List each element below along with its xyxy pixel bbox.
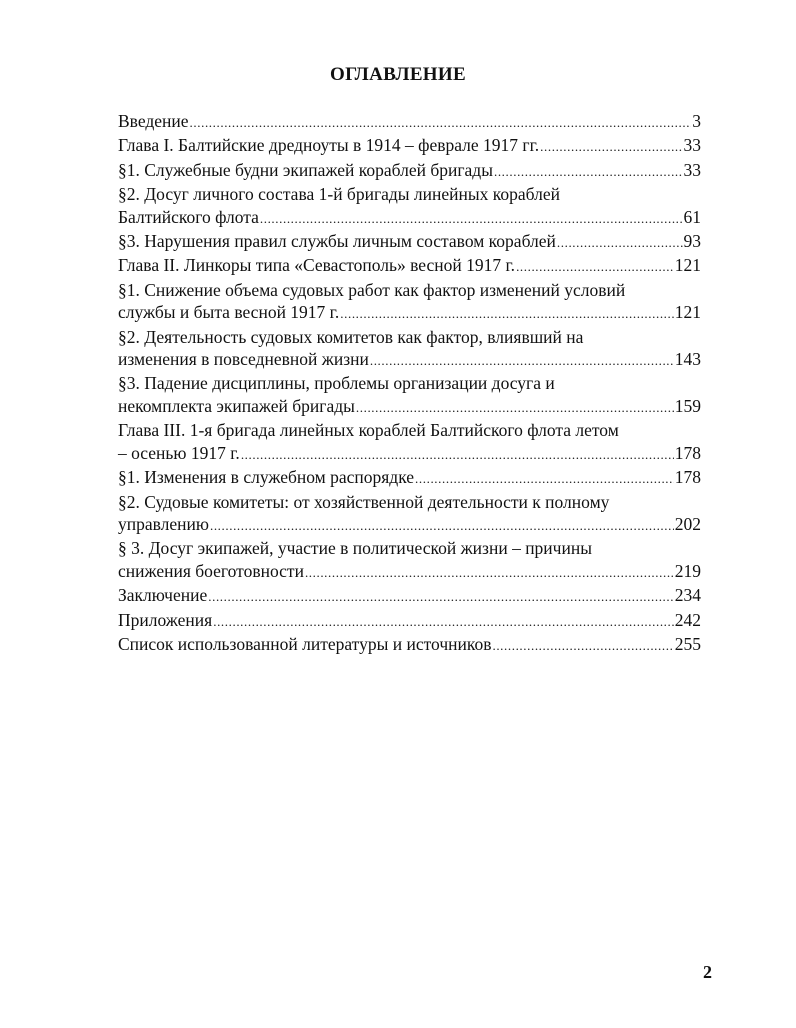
toc-page-number: 178: [674, 467, 701, 488]
dot-leader: [210, 515, 674, 537]
toc-entry-text: §2. Досуг личного состава 1-й бригады линейных кораблей: [118, 184, 560, 205]
toc-page-number: 93: [683, 231, 701, 252]
toc-entry-row: [118, 206, 701, 230]
toc-entry-row: [118, 633, 701, 657]
toc-entry-text: Глава III. 1-я бригада линейных кораблей Балтийского флота летом: [118, 420, 619, 441]
toc-entry-text: §1. Снижение объема судовых работ как фактор изменений условий: [118, 279, 626, 300]
toc-entry-row: [118, 254, 701, 278]
toc-page-number: 255: [674, 633, 701, 654]
toc-entry-text: Глава I. Балтийские дредноуты в 1914 – феврале 1917 гг.: [118, 135, 540, 156]
toc-entry[interactable]: [118, 159, 701, 183]
toc-entry[interactable]: [118, 254, 701, 278]
dot-leader: [492, 635, 673, 657]
toc-entry-row: [118, 301, 701, 325]
toc-entry-text: управлению: [118, 513, 209, 534]
toc-page-number: 242: [674, 609, 701, 630]
toc-entry-row: [118, 513, 701, 537]
toc-entry-text: некомплекта экипажей бригады: [118, 395, 355, 416]
toc-entry-text: Глава II. Линкоры типа «Севастополь» весной 1917 г.: [118, 255, 516, 276]
toc-entry-text: Введение: [118, 111, 189, 131]
toc-entry-row: [118, 442, 701, 466]
toc-entry[interactable]: [118, 609, 701, 633]
page-number: 2: [703, 962, 712, 982]
page-title: ОГЛАВЛЕНИЕ: [330, 64, 466, 85]
toc-entry[interactable]: [118, 372, 701, 419]
dot-leader: [260, 208, 683, 230]
dot-leader: [190, 112, 692, 134]
toc-page-number: 159: [674, 395, 701, 416]
toc-entry-text: §2. Судовые комитеты: от хозяйственной деятельности к полному: [118, 491, 610, 512]
toc-entry[interactable]: [118, 183, 701, 230]
toc-entry[interactable]: [118, 134, 701, 158]
toc-entry-text: §3. Падение дисциплины, проблемы организации досуга и: [118, 373, 555, 394]
toc-entry-row: [118, 466, 701, 490]
dot-leader: [213, 611, 674, 633]
dot-leader: [494, 161, 683, 183]
toc-page-number: 33: [683, 135, 701, 156]
toc-page-number: 121: [674, 255, 701, 276]
toc-entry-text: Балтийского флота: [118, 206, 259, 227]
toc-entry-row: [118, 159, 701, 183]
dot-leader: [356, 397, 674, 419]
dot-leader: [340, 303, 673, 325]
toc-entry[interactable]: [118, 326, 701, 373]
dot-leader: [415, 468, 674, 490]
table-of-contents: [118, 110, 701, 657]
toc-page-number: 219: [674, 560, 701, 581]
toc-entry-text: – осенью 1917 г.: [118, 442, 240, 463]
toc-page-number: 33: [683, 159, 701, 180]
toc-page-number: 3: [692, 111, 701, 131]
toc-entry-text: §1. Служебные будни экипажей кораблей бригады: [118, 159, 493, 180]
dot-leader: [516, 256, 674, 278]
toc-entry[interactable]: [118, 537, 701, 584]
toc-entry[interactable]: [118, 491, 701, 538]
toc-entry[interactable]: [118, 466, 701, 490]
toc-entry-text: §2. Деятельность судовых комитетов как фактор, влиявший на: [118, 326, 584, 347]
toc-page-number: 234: [674, 585, 701, 606]
toc-entry-text: Список использованной литературы и источников: [118, 633, 492, 654]
toc-entry[interactable]: [118, 419, 701, 466]
dot-leader: [540, 136, 682, 158]
toc-entry[interactable]: [118, 584, 701, 608]
toc-entry-row: [118, 230, 701, 254]
toc-entry-text: изменения в повседневной жизни: [118, 349, 369, 370]
toc-entry-row: [118, 609, 701, 633]
toc-entry-row: [118, 395, 701, 419]
toc-page-number: 61: [683, 206, 701, 227]
toc-entry[interactable]: [118, 230, 701, 254]
dot-leader: [208, 586, 674, 608]
toc-entry-text: снижения боеготовности: [118, 560, 304, 581]
toc-entry-text: §1. Изменения в служебном распорядке: [118, 467, 415, 488]
toc-entry-row: [118, 134, 701, 158]
toc-page-number: 202: [674, 513, 701, 534]
toc-entry[interactable]: [118, 279, 701, 326]
toc-entry[interactable]: [118, 633, 701, 657]
toc-entry-text: Приложения: [118, 609, 213, 630]
toc-entry-text: §3. Нарушения правил службы личным составом кораблей: [118, 231, 556, 252]
toc-entry[interactable]: [118, 110, 701, 134]
toc-entry-row: [118, 348, 701, 372]
toc-entry-row: [118, 110, 701, 134]
toc-entry-row: [118, 584, 701, 608]
toc-entry-text: службы и быта весной 1917 г.: [118, 302, 340, 323]
toc-page-number: 143: [674, 349, 701, 370]
dot-leader: [305, 562, 674, 584]
toc-entry-row: [118, 560, 701, 584]
dot-leader: [370, 350, 674, 372]
dot-leader: [241, 444, 674, 466]
toc-entry-text: Заключение: [118, 585, 208, 606]
dot-leader: [557, 232, 683, 254]
toc-entry-text: § 3. Досуг экипажей, участие в политической жизни – причины: [118, 538, 592, 559]
toc-page-number: 121: [674, 302, 701, 323]
toc-page-number: 178: [674, 442, 701, 463]
